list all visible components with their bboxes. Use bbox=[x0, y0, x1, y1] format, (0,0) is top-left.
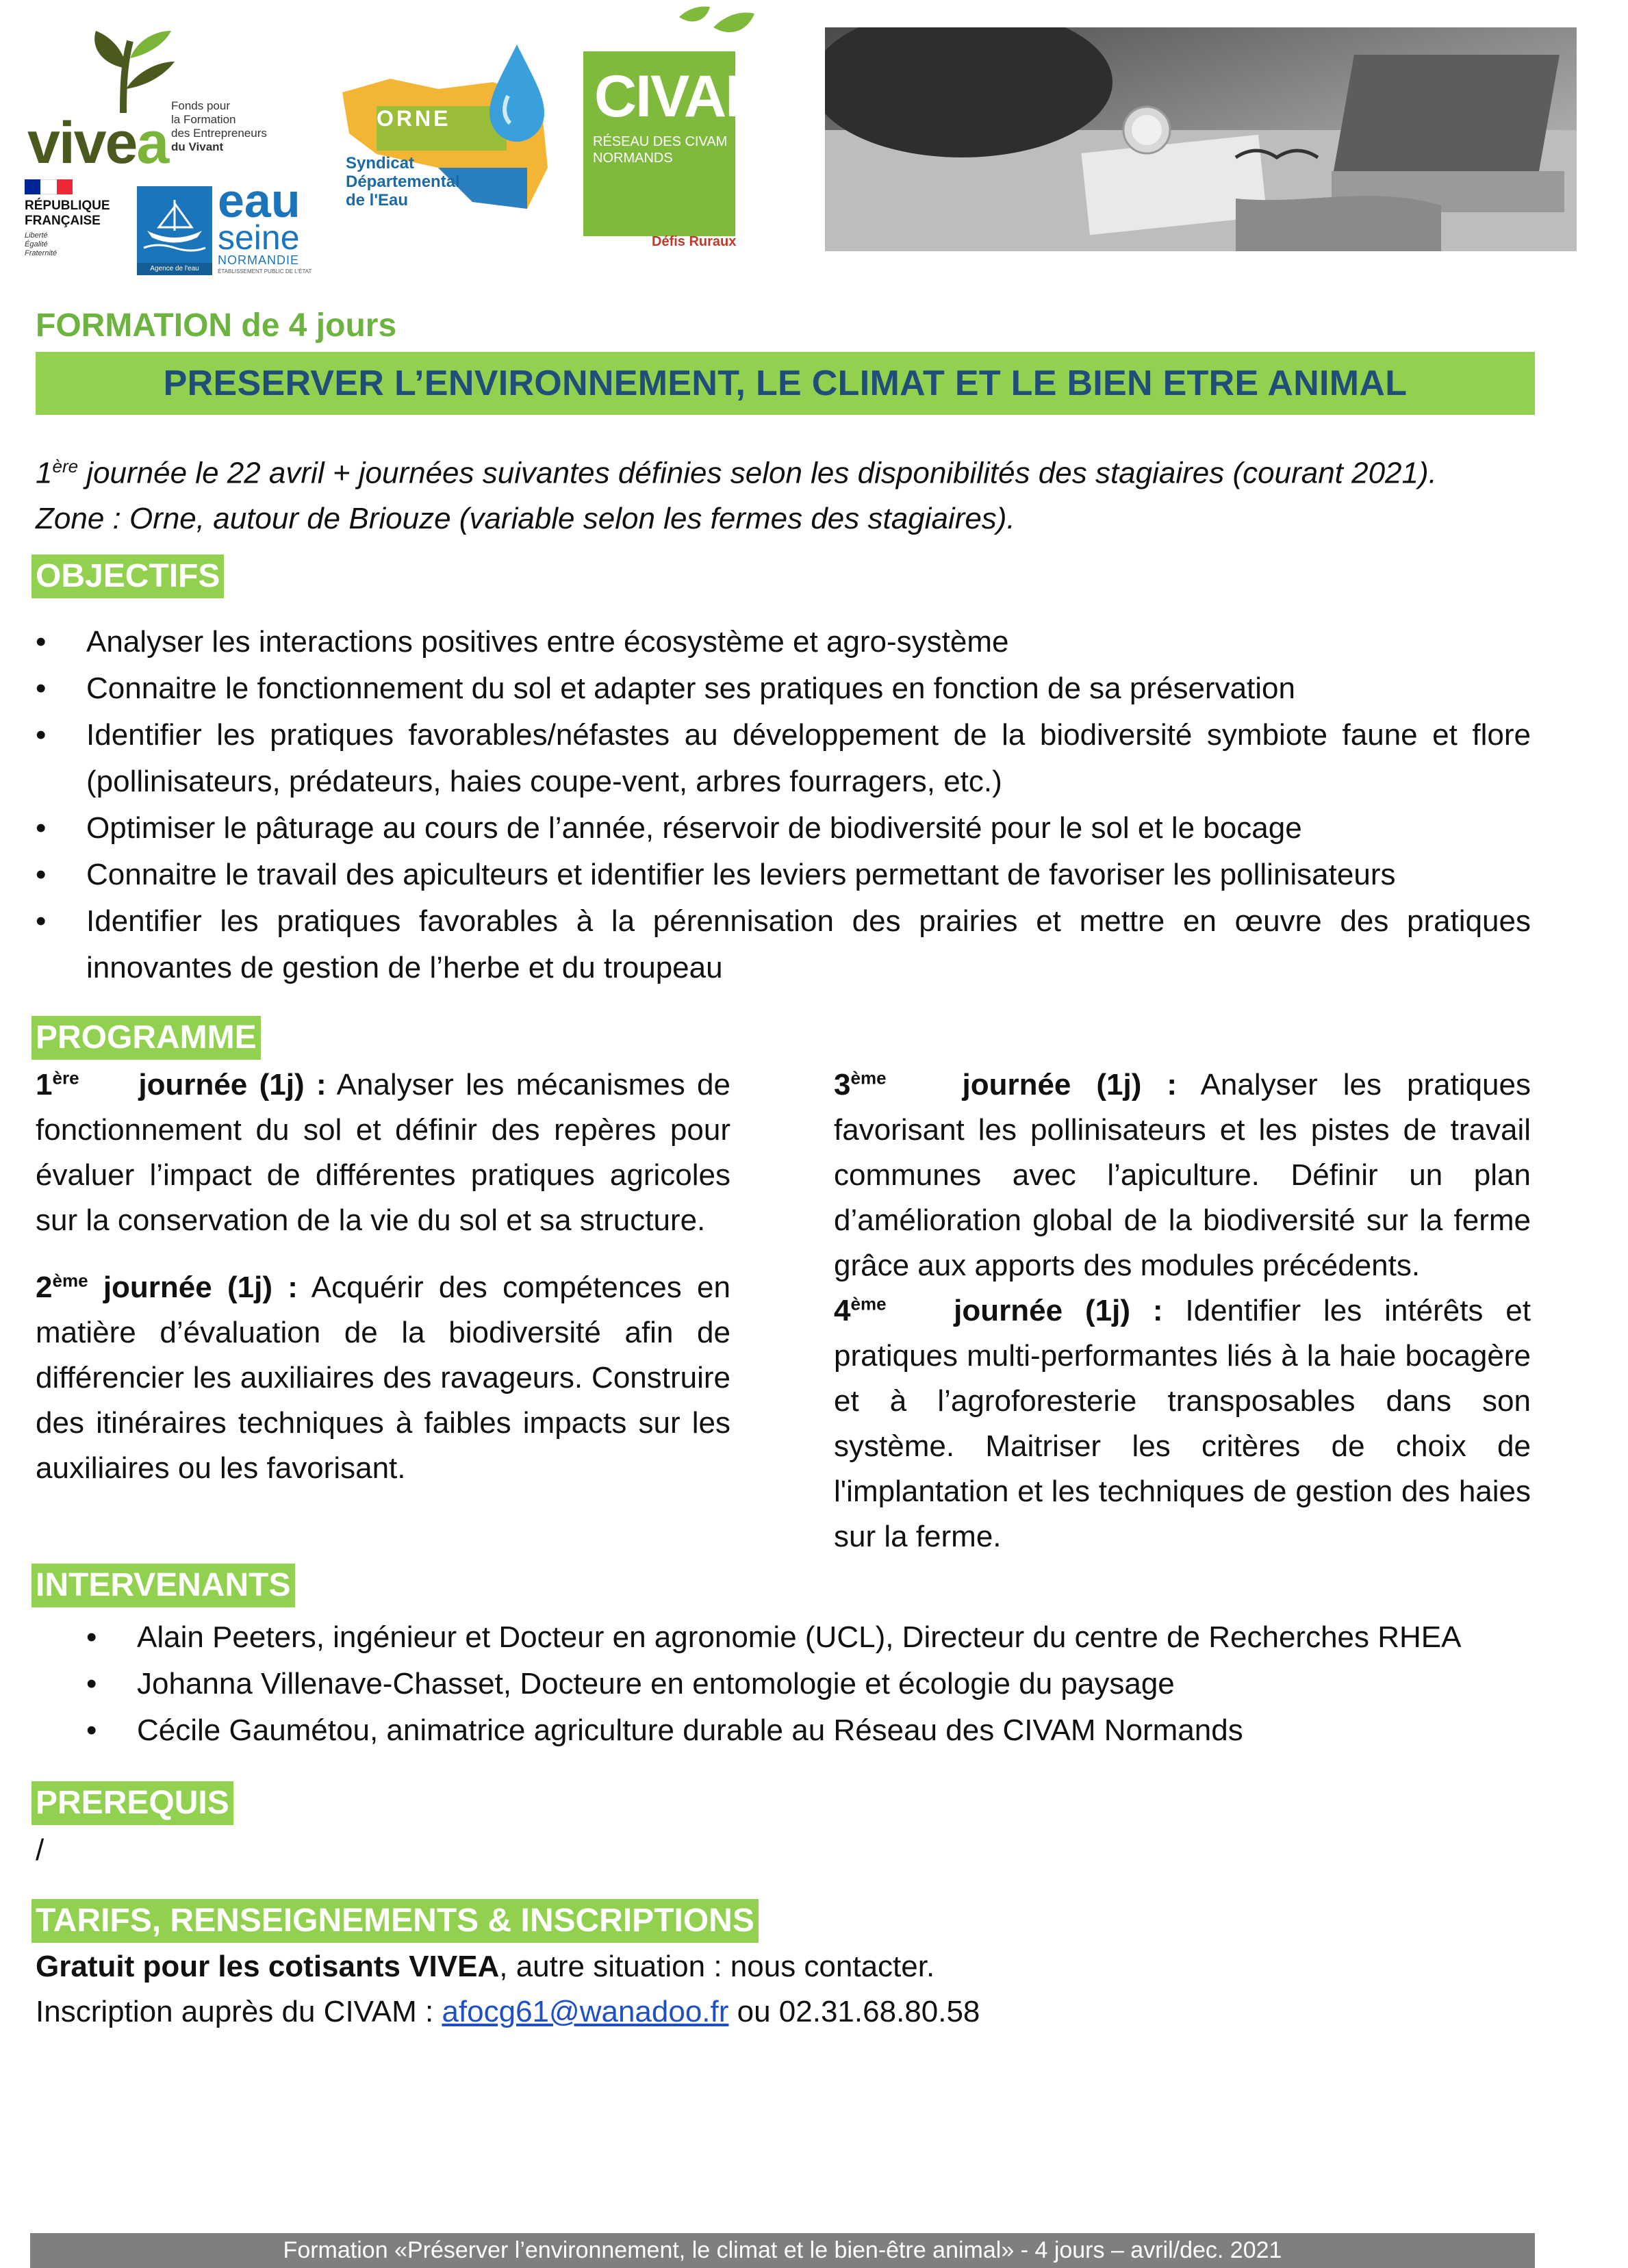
footer-bar bbox=[30, 2233, 1535, 2268]
programme-day-2: 2ème journée (1j) : Acquérir des compétences en matière d’évaluation de la biodiversité afin de différencier les auxiliaires des ravageurs. Construire des itinéraires techniques à faibles impacts sur les auxiliaires ou les favorisant. bbox=[36, 1270, 730, 1485]
orne-caption: Syndicat Départemental de l'Eau bbox=[346, 154, 460, 209]
tarifs-line: Gratuit pour les cotisants VIVEA, autre situation : nous contacter. bbox=[36, 1950, 935, 1983]
list-item: • Connaitre le fonctionnement du sol et adapter ses pratiques en fonction de sa préservation bbox=[86, 665, 1531, 712]
objectifs-list bbox=[86, 619, 1531, 991]
list-item: • Cécile Gaumétou, animatrice agriculture durable au Réseau des CIVAM Normands bbox=[137, 1707, 1534, 1754]
list-item: • Alain Peeters, ingénieur et Docteur en agronomie (UCL), Directeur du centre de Recherches RHEA bbox=[137, 1614, 1534, 1661]
page-title: PRESERVER L’ENVIRONNEMENT, LE CLIMAT ET LE BIEN ETRE ANIMAL bbox=[163, 364, 1408, 403]
formation-duration: FORMATION de 4 jours bbox=[36, 307, 397, 344]
water-drop-map-icon bbox=[335, 31, 561, 250]
inscription-line: Inscription auprès du CIVAM : afocg61@wanadoo.fr ou 02.31.68.80.58 bbox=[36, 1995, 980, 2028]
republique-francaise-logo bbox=[25, 179, 134, 275]
desk-meeting-image bbox=[825, 27, 1577, 251]
boat-icon: Agence de l'eau bbox=[137, 186, 212, 275]
programme-heading: PROGRAMME bbox=[31, 1016, 261, 1060]
programme-day-1: 1ère journée (1j) : Analyser les mécanismes de fonctionnement du sol et définir des repères pour évaluer l’impact de différentes pratiques agricoles sur la conservation de la vie du sol et sa structure. bbox=[36, 1067, 730, 1237]
list-item: • Johanna Villenave-Chasset, Docteure en entomologie et écologie du paysage bbox=[137, 1661, 1534, 1707]
programme-day-3: 3ème journée (1j) : Analyser les pratiques favorisant les pollinisateurs et les pistes de travail communes avec l’apiculture. Définir un plan d’amélioration global de la biodiversité sur la ferme grâce aux apports des modules précédents. bbox=[834, 1067, 1531, 1282]
rf-motto: Liberté Égalité Fraternité bbox=[25, 231, 58, 257]
programme-right-column bbox=[834, 1062, 1531, 1559]
vivea-wordmark: vivea bbox=[27, 110, 168, 176]
intervenants-heading: INTERVENANTS bbox=[31, 1564, 295, 1607]
programme-day-4: 4ème journée (1j) : Identifier les intérêts et pratiques multi-performantes liés à la haie bocagère et à l’agroforesterie transposables dans son système. Maitriser les critères de choix de l'implantation et les techniques de gestion des haies sur la ferme. bbox=[834, 1293, 1531, 1553]
tricolor-flag-icon bbox=[25, 179, 73, 194]
intervenants-list bbox=[137, 1614, 1534, 1754]
email-link[interactable]: afocg61@wanadoo.fr bbox=[442, 1995, 729, 2028]
vivea-tagline: Fonds pour la Formation des Entrepreneurs du Vivant bbox=[171, 99, 267, 153]
eau-seine-normandie-logo: Agence de l'eau eau seine NORMANDIE ÉTABLISSEMENT PUBLIC DE L'ÉTAT bbox=[137, 179, 322, 275]
title-banner bbox=[36, 352, 1535, 415]
header-photo bbox=[825, 27, 1577, 251]
list-item: • Identifier les pratiques favorables/néfastes au développement de la biodiversité symbiote faune et flore (pollinisateurs, prédateurs, haies coupe-vent, arbres fourragers, etc.) bbox=[86, 712, 1531, 805]
objectifs-heading: OBJECTIFS bbox=[31, 555, 224, 598]
footer-text: Formation «Préserver l’environnement, le climat et le bien-être animal» - 4 jours – avril/dec. 2021 bbox=[283, 2237, 1282, 2263]
rf-line-2: FRANÇAISE bbox=[25, 214, 101, 228]
list-item: • Optimiser le pâturage au cours de l’année, réservoir de biodiversité pour le sol et le bocage bbox=[86, 805, 1531, 852]
tarifs-heading: TARIFS, RENSEIGNEMENTS & INSCRIPTIONS bbox=[31, 1899, 759, 1943]
intro-line-1: 1ère journée le 22 avril + journées suivantes définies selon les disponibilités des stagiaires (courant 2021). bbox=[36, 456, 1437, 490]
rf-line-1: RÉPUBLIQUE bbox=[25, 199, 110, 213]
list-item: • Analyser les interactions positives entre écosystème et agro-système bbox=[86, 619, 1531, 665]
civam-caption: RÉSEAU DES CIVAM NORMANDS bbox=[593, 134, 728, 166]
programme-left-column bbox=[36, 1062, 730, 1491]
tarifs-block bbox=[36, 1944, 1542, 2035]
intro-line-2: Zone : Orne, autour de Briouze (variable selon les fermes des stagiaires). bbox=[36, 501, 1015, 535]
vivea-logo bbox=[27, 27, 301, 176]
prerequis-value: / bbox=[36, 1833, 44, 1867]
intro-dates bbox=[36, 444, 1542, 541]
civam-logo: CIVAM RÉSEAU DES CIVAM NORMANDS Défis Ruraux bbox=[583, 0, 775, 260]
orne-syndicat-logo: ORNE Syndicat Départemental de l'Eau bbox=[335, 31, 561, 250]
list-item: • Connaitre le travail des apiculteurs et identifier les leviers permettant de favoriser les pollinisateurs bbox=[86, 852, 1531, 898]
prerequis-heading: PREREQUIS bbox=[31, 1781, 233, 1825]
list-item: • Identifier les pratiques favorables à la pérennisation des prairies et mettre en œuvre des pratiques innovantes de gestion de l’herbe et du troupeau bbox=[86, 898, 1531, 991]
sprout-icon bbox=[82, 27, 185, 116]
